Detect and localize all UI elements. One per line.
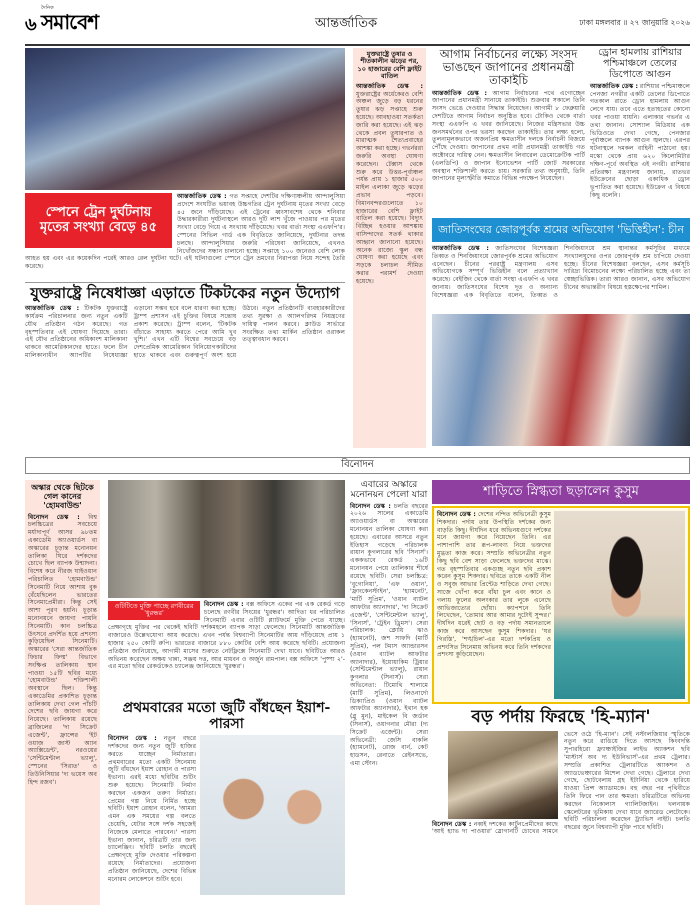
drone-body-text: রাশিয়ার পশ্চিমাঞ্চলে পেনজা নগরীর একটি তেলের ডিপোতে গতকাল রাতে ড্রোন হামলায় আগুন লেগে যায়। তবে এতে হতাহতের কোনো খবর পাওয়া যায়নি। এলাকার গভর্নর এ তথ্য জানান। সোশ্যাল মিডিয়ার এক ভিডিওতে দেখা গেছে, পেনজার পূর্বাঞ্চলে ব্যাপক আগুন জ্বলছে। এরপর ঘটনাস্থলে দমকল বাহিনী পাঠানো হয়। মস্কো থেকে প্রায় ৬২০ কিলোমিটার দক্ষিণ-পূর্বে অবস্থিত এই নগরী। রাশিয়ার প্রতিরক্ষা মন্ত্রণালয় জানায়, রাতভর ইউক্রেনের ছোড়া একাধিক ড্রোন ভূপাতিত করা হয়েছে। ইউক্রেন এ বিষয়ে কিছু বলেনি। [590, 82, 690, 199]
byline: বিনোদন ডেস্ক : [204, 601, 244, 608]
heman-body [432, 731, 690, 837]
us-storm-body [356, 83, 423, 286]
homebound-column [25, 480, 100, 905]
spain-headline-box [25, 193, 172, 248]
byline: আন্তর্জাতিক ডেস্ক : [590, 82, 638, 90]
homebound-body [28, 514, 97, 787]
oscar-headline: এবারের অস্কারে মনোনয়ন পেলো যারা [350, 480, 428, 501]
oscar-body [350, 503, 428, 768]
byline: আন্তর্জাতিক ডেস্ক : [356, 82, 423, 90]
kusum-body-text: দেশের নন্দিত অভিনেত্রী কুসুম শিকদার। পর্দায় তার উপস্থিতি দর্শকের জন্য বাড়তি কিছু। দীর্ঘদিন ধরে অভিনয়গুণে দর্শকের মনে জায়গা করে নিয়েছেন তিনি। এর পাশাপাশি তার রূপ-লাবণ্য নিয়ে ভক্তদের মুগ্ধতা কাজ করে। সম্প্রতি অভিনেত্রীর নতুন কিছু ছবি বেশ সাড়া ফেলেছে ভক্তদের মাঝে। গত বৃহস্পতিবার একগুচ্ছ নতুন ছবি প্রকাশ করেন কুসুম শিকদার। ছবিতে তাকে একটি নীল ও সবুজ আভার প্রিন্টেড শাড়িতে দেখা গেছে। সাজে খোঁপা করে বাঁধা চুল এবং কানে ও গলায় ফুলের অলংকার তার লুকে এনেছে আভিজাত্যের ছোঁয়া। ক্যাপশনে তিনি লিখেছেন, 'তোমার আর আমার দুটোই সুন্দর।' দীর্ঘদিন ধরেই ছোট ও বড় পর্দায় সমানতালে কাজ করে আসছেন কুসুম শিকদার। 'ঘর গিরস্তি', 'শঙ্খচিল'-এর মতো দর্শকপ্রিয় ও প্রশংসিত সিনেমায় অভিনয় করে তিনি দর্শকদের প্রশংসা কুড়িয়েছেন। [437, 511, 551, 659]
us-storm-body-text: যুক্তরাষ্ট্রের অর্ধেকেরও বেশি অঞ্চল জুড়ে বড় ধরনের তুষার ঝড় সপ্তাহে শুরু হয়েছে। আবহাওয়া সতর্কতা জারি করা হয়েছে। এই ঝড় থেকে প্রবল তুষারপাত ও মারাত্মক শৈত্যপ্রবাহের আশঙ্কা করা হচ্ছে। গভর্নররা জরুরি অবস্থা ঘোষণা করেছেন। টেক্সাস থেকে শুরু করে উত্তর-পূর্বাঞ্চল পর্যন্ত প্রায় ১ হাজার ৫০০ মাইল এলাকা জুড়ে ঝড়ের প্রভাব পড়বে। বিমানবন্দরগুলোতে ১০ হাজারের বেশি ফ্লাইট বাতিল করা হয়েছে। বিদ্যুৎ বিচ্ছিন্ন হওয়ার আশঙ্কায় বাসিন্দাদের সতর্ক থাকার আহ্বান জানানো হয়েছে। অনেক রাজ্যে স্কুল বন্ধ ঘোষণা করা হয়েছে এবং সড়কে চলাচল সীমিত করার পরামর্শ দেওয়া হয়েছে। [356, 90, 423, 285]
byline: আন্তর্জাতিক ডেস্ক : [25, 305, 80, 313]
china-headline: জাতিসংঘের জোরপূর্বক শ্রমের অভিযোগ 'ভিত্তিহীন': চীন [438, 222, 684, 236]
drone-body [590, 83, 690, 200]
page-number: ৬ [25, 14, 37, 35]
japan-headline: আগাম নির্বাচনের লক্ষ্যে সংসদ ভাঙছেন জাপানের প্রধানমন্ত্রী তাকাইচি [439, 47, 578, 88]
kusum-photo [554, 511, 685, 699]
train-wreck-photo [25, 48, 345, 190]
tiktok-headline: যুক্তরাষ্ট্রে নিষেধাজ্ঞা এড়াতে টিকটকের নতুন উদ্যোগ [30, 284, 340, 302]
garment-workers-photo [432, 314, 690, 446]
oscar-body-text: চলতি বছরের ২০২৬ সালের একাডেমি অ্যাওয়ার্ডস বা অস্কারের মনোনয়ন তালিকা ঘোষণা করা হয়েছে। এবারের আসরে নতুন ইতিহাস গড়েছে পরিচালক রায়ান কুগলারের ছবি 'সিনার্স'। এককভাবে রেকর্ড ১৬টি মনোনয়ন পেয়ে তালিকার শীর্ষে রয়েছে ছবিটি। সেরা চলচ্চিত্র: 'বুগোনিয়া', 'এফ ওয়ান', 'ফ্রাংকেনস্টাইন', 'হ্যামনেট', 'মার্টি সুপ্রিম', 'ওয়ান ব্যাটল আফটার অ্যানাদার', 'দ্য সিক্রেট এজেন্ট', 'সেন্টিমেন্টাল ভ্যালু', 'সিনার্স', 'ট্রেইন ড্রিমস'। সেরা পরিচালক: ক্লোয়ি ঝাও (হ্যামনেট), জশ সাফদি (মার্টি সুপ্রিম), পল টমাস অ্যান্ডারসন (ওয়ান ব্যাটল আফটার অ্যানাদার), ইয়োয়াকিম ট্রিয়ার (সেন্টিমেন্টাল ভ্যালু), রায়ান কুগলার (সিনার্স)। সেরা অভিনেতা: টিমোথি শালামে (মার্টি সুপ্রিম), লিওনার্দো ডিক্যাপ্রিও (ওয়ান ব্যাটল আফটার অ্যানাদার), ইথান হক (ব্লু মুন), মাইকেল বি জর্ডান (সিনার্স), ওয়াগনার মৌরা (দ্য সিক্রেট এজেন্ট)। সেরা অভিনেত্রী: জেসি বাকলি (হ্যামনেট), রোজ বার্ন, কেট হাডসন, রেনাতে রেইনসভে, এমা স্টোন। [350, 502, 429, 767]
entertainment-section-bar [25, 457, 690, 474]
yash-headline: প্রথমবারের মতো জুটি বাঁধছেন ইয়াশ-পারসা [122, 700, 331, 733]
us-storm-column [353, 48, 426, 448]
kusum-headline-box [432, 480, 690, 504]
japan-body-text: আগাম নির্বাচনের পথে এগোচ্ছেন জাপানের প্রধানমন্ত্রী সানায়ে তাকাইচি। শুক্রবার সকালে তিনি সংসদ ভেঙে দেওয়ার সিদ্ধান্ত নিয়েছেন। আগামী ৮ ফেব্রুয়ারি দেশটিতে আগাম নির্বাচন অনুষ্ঠিত হবে। টোকিও থেকে বার্তা সংস্থা এএফপি এ খবর জানিয়েছে। নিজের মন্ত্রিসভার উচ্চ জনসমর্থনের ওপর ভরসা করছেন তাকাইচি। তার লক্ষ্য হলো, তুলনামূলকভাবে অজনপ্রিয় ক্ষমতাসীন দলকে নির্বাচনী বিজয়ে পৌঁছে দেওয়া। জাপানের প্রথম নারী প্রধানমন্ত্রী তাকাইচি গত অক্টোবরে দায়িত্ব নেন। ক্ষমতাসীন লিবারেল ডেমোক্রেটিক পার্টি (এলডিপি) ও জাপান ইনোভেশন পার্টি জোট সরকারের অবস্থান শক্তিশালী করতে চায়। সরকারি তথ্য অনুযায়ী, তিনি জাপানের মূল্যস্ফীতি কমাতে বিভিন্ন পদক্ষেপ নিয়েছেন। [432, 89, 585, 183]
byline: বিনোদন ডেস্ক : [28, 513, 80, 521]
byline: বিনোদন ডেস্ক : [108, 735, 157, 743]
china-body-text: জাতিসংঘের বিশেষজ্ঞরা তিব্বত ও শিনজিয়াংয়ে জোরপূর্বক শ্রমের অভিযোগ এনেছেন। চীনের পররাষ্ট্র মন্ত্রণালয় এসব অভিযোগকে সম্পূর্ণ ভিত্তিহীন বলে প্রত্যাখ্যান করেছে। বেইজিং থেকে বার্তা সংস্থা এএফপি এ খবর জানায়। জাতিসংঘের বিশেষ দূত ও অন্যান্য বিশেষজ্ঞরা এক বিবৃতিতে বলেন, তিব্বত ও শিনজিয়াংয়ে শ্রম স্থানান্তর কর্মসূচির মাধ্যমে সংখ্যালঘুদের ওপর জোরপূর্বক শ্রম চাপিয়ে দেওয়া হচ্ছে। চীনের বিশেষজ্ঞরা বলছেন, এসব কর্মসূচি দারিদ্র্য বিমোচনের লক্ষ্যে পরিচালিত হচ্ছে এবং তা স্বেচ্ছাভিত্তিক। তারা আরও জানান, এসব অভিযোগ চীনের অভ্যন্তরীণ বিষয়ে হস্তক্ষেপের শামিল। [432, 245, 690, 299]
japan-body [432, 90, 585, 184]
header-rule [25, 44, 690, 46]
tiktok-article [25, 285, 345, 360]
china-body [432, 245, 690, 300]
byline: বিনোদন ডেস্ক : [432, 820, 472, 828]
heman-headline: বড় পর্দায় ফিরছে 'হি-ম্যান' [471, 707, 651, 727]
byline: আন্তর্জাতিক ডেস্ক : [432, 245, 489, 252]
heman-article [432, 708, 690, 836]
dhurandhar-still-photo [108, 480, 345, 598]
homebound-body-text: বিশ্ব চলচ্চিত্রের সবচেয়ে মর্যাদাপূর্ণ আসর ৯৮তম একাডেমি অ্যাওয়ার্ডস বা অস্কারের চূড়ান্ত মনোনয়ন তালিকা ঘিরে দর্শকদের চোখে ছিল ব্যাপক উন্মাদনা। বিশেষ করে নীরজ ঘাইওয়ান পরিচালিত 'হোমবাউন্ড' সিনেমাটি নিয়ে আশায় বুক বেঁধেছিলেন ভারতের সিনেমাপ্রেমীরা। কিন্তু সেই আশা পূরণ হয়নি। চূড়ান্ত মনোনয়নে জায়গা পায়নি সিনেমাটি। কান চলচ্চিত্র উৎসবে প্রদর্শিত হয়ে প্রশংসা কুড়িয়েছিল সিনেমাটি। অস্কারের 'সেরা আন্তর্জাতিক ফিচার ফিল্ম' বিভাগে সংক্ষিপ্ত তালিকায় স্থান পাওয়া ১৫টি ছবির মধ্যে 'হোমবাউন্ড' শক্তিশালী অবস্থানে ছিল। কিন্তু একাডেমির প্রকাশিত চূড়ান্ত তালিকায় দেখা গেল পাঁচটি দেশের ছবি জায়গা করে নিয়েছে। তালিকায় রয়েছে ব্রাজিলের 'দ্য সিক্রেট এজেন্ট', ফ্রান্সের 'ইট ওয়াজ জাস্ট অ্যান অ্যাক্সিডেন্ট', নরওয়ের 'সেন্টিমেন্টাল ভ্যালু', স্পেনের 'সিরাত' ও তিউনিসিয়ার 'দ্য ভয়েস অব হিন্দ রজব'। [28, 513, 98, 786]
section-title: আন্তর্জাতিক [315, 16, 378, 31]
tiktok-body [25, 305, 345, 360]
byline: আন্তর্জাতিক ডেস্ক : [177, 193, 227, 200]
date: ঢাকা মঙ্গলবার ॥ ২৭ জানুয়ারি ২০২৬ [579, 18, 690, 27]
masthead [25, 5, 690, 42]
dhurandhar-headline-box [108, 601, 200, 620]
us-storm-headline: যুক্তরাষ্ট্রে তুষার ও শীতকালীন ঝড়ের পর, ১০ হাজারের বেশি ফ্লাইট বাতিল [357, 50, 422, 81]
dhurandhar-article [108, 601, 345, 671]
divider [25, 282, 345, 283]
dhurandhar-body-text: বক্স অফিসে একের পর এক রেকর্ড গড়ে চলেছে রণবীর সিংয়ের 'ধুরন্ধর'। আদিত্য ধর পরিচালিত সিনেমাটি এবার ওটিটি প্ল্যাটফর্মে মুক্তি পেতে যাচ্ছে। প্রেক্ষাগৃহে মুক্তির পর থেকেই ছবিটি দর্শকমহলে ব্যাপক সাড়া ফেলেছে। সিনেমাটি আন্তর্জাতিক বাজারেও উল্লেখযোগ্য আয় করেছে। এখন পর্যন্ত বিশ্বব্যাপী সিনেমাটির আয় দাঁড়িয়েছে প্রায় ১ হাজার ২৫০ কোটি রুপি। ভারতের বাজারে ৮৮০ কোটির বেশি আয় করেছে ছবিটি। প্রযোজনা প্রতিষ্ঠান জানিয়েছে, আগামী মাসের শুরুতে নেটফ্লিক্সে সিনেমাটি দেখা যাবে। ছবিটিতে আরও অভিনয় করেছেন অক্ষয় খান্না, সঞ্জয় দত্ত, আর মাধবন ও অর্জুন রামপাল। বক্স অফিসে 'পুষ্পা ২'-এর মতো ছবির রেকর্ডকেও চ্যালেঞ্জ জানিয়েছে 'ধুরন্ধর'। [108, 601, 346, 671]
drone-article [590, 48, 690, 200]
japan-article [432, 48, 585, 183]
yash-article [108, 700, 345, 897]
yash-body-text: নতুন বছরে দর্শকদের জন্য নতুন জুটি হাজির করতে যাচ্ছেন নির্মাতারা। প্রথমবারের মতো একটি সিনেমায় জুটি বাঁধছেন ইয়াশ রোহান ও পারসা ইভানা। এরই মধ্যে ছবিটির শুটিং শুরু হয়েছে। সিনেমাটি নির্মাণ করছেন একজন তরুণ নির্মাতা। প্রেমের গল্প নিয়ে নির্মিত হচ্ছে ছবিটি। ইয়াশ রোহান বলেন, 'আমরা এমন এক সময়ের গল্প বলতে চেয়েছি, যেটার সঙ্গে দর্শক সহজেই নিজেকে মেলাতে পারবেন।' পারসা ইভানা জানান, চরিত্রটি তার জন্য চ্যালেঞ্জিং। ছবিটি চলতি বছরেই প্রেক্ষাগৃহে মুক্তি দেওয়ার পরিকল্পনা রয়েছে নির্মাতাদের। প্রযোজনা প্রতিষ্ঠান জানিয়েছে, দেশের বিভিন্ন মনোরম লোকেশনে শুটিং হবে। [108, 735, 196, 883]
china-headline-box [432, 218, 690, 242]
spain-article [25, 193, 345, 271]
kusum-headline: শাড়িতে স্নিগ্ধতা ছড়ালেন কুসুম [483, 483, 639, 499]
kusum-box [432, 506, 690, 704]
dhurandhar-headline: ওটিটিতে মুক্তি পাচ্ছে রণবীরের 'ধুরন্ধর' [114, 602, 194, 618]
byline: আন্তর্জাতিক ডেস্ক : [432, 89, 487, 97]
byline: বিনোদন ডেস্ক : [350, 502, 391, 510]
homebound-headline: অস্কার থেকে ছিটকে গেল কানের 'হোমবাউন্ড' [31, 482, 94, 511]
logo [41, 5, 99, 41]
logo-small: দৈনিক [41, 5, 54, 11]
logo-text: সমাবেশ [41, 10, 99, 34]
oscar-article [350, 480, 428, 768]
tiktok-body-text: টিকটক যুক্তরাষ্ট্রে কার্যক্রম পরিচালনার জন্য নতুন একটি যৌথ প্রতিষ্ঠান গঠন করেছে। গত বৃহস্পতিবার এই ঘোষণা দিয়েছে তারা। এই যৌথ প্রতিষ্ঠানের অধিকাংশ মালিকানা থাকবে আমেরিকানদের হাতে। ফলে চীন মালিকানাধীন অ্যাপটির নিষেধাজ্ঞা এড়ানো সম্ভব হবে বলে ধারণা করা হচ্ছে। ট্রাম্প প্রশাসন এই চুক্তির বিষয়ে সন্তোষ প্রকাশ করেছে। ট্রাম্প বলেন, 'টিকটক বাঁচাতে সাহায্য করতে পেরে আমি খুব খুশি।' এখন এটি বিশ্বের সবচেয়ে বড় দেশপ্রেমিক আমেরিকান বিনিয়োগকারীদের হাতে থাকবে এবং গুরুত্বপূর্ণ অংশ হয়ে উঠবে। নতুন প্রতিষ্ঠানটি ব্যবহারকারীদের তথ্য সুরক্ষা ও অ্যালগরিদম নিয়ন্ত্রণের দায়িত্ব পালন করবে। ক্লাউড সার্ভারে সংরক্ষিত তথ্য মার্কিন প্রতিষ্ঠান ওরাকল তত্ত্বাবধান করবে। [25, 305, 345, 360]
byline: বিনোদন ডেস্ক : [437, 511, 476, 518]
entertainment-section-title: বিনোদন [341, 459, 374, 470]
drone-headline: ড্রোন হামলায় রাশিয়ার পশ্চিমাঞ্চলে তেলের ডিপোতে আগুন [598, 47, 682, 80]
heman-photo [448, 731, 558, 819]
kusum-body [437, 511, 551, 659]
heman-body-text: নব্বই দশকের কার্টুনপ্রেমীদের কাছে 'আই হ্যাভ দ্য পাওয়ার' স্লোগানটি চোখের সামনে ভেসে ওঠে 'হি-ম্যান'। সেই নস্টালজিয়ার স্মৃতিকে নতুন করে রাঙিয়ে দিতে আসছে কিংবদন্তি সুপারহিরো ফ্র্যাঞ্চাইজির লাইভ অ্যাকশন ছবি 'মাস্টার্স অব দ্য ইউনিভার্স'-এর প্রথম ট্রেলার। সম্প্রতি প্রকাশিত ট্রেলারটিতে অ্যাকশন ও অ্যাডভেঞ্চারের মিশেল দেখা গেছে। ট্রেলারে দেখা গেছে, ছোটবেলায় গ্রহ ইটার্নিয়া থেকে হারিয়ে যাওয়া প্রিন্স অ্যাডামকে। বহু বছর পর পৃথিবীতে তিনি ফিরে পান তার ক্ষমতা। চরিত্রটিতে অভিনয় করছেন নিকোলাস গ্যালিটজাইন। খলনায়ক স্কেলেটরের ভূমিকায় দেখা যাবে জ্যারেড লেটোকে। ছবিটি পরিচালনা করেছেন ট্র্যাভিস নাইট। চলতি বছরের জুনে বিশ্বব্যাপী মুক্তি পাবে ছবিটি। [432, 730, 690, 836]
yash-parsa-photo [200, 735, 345, 895]
spain-body-text: গত সপ্তাহে দেশটির দক্ষিণাঞ্চলীয় আন্দালুসিয়া প্রদেশে সংঘটিত ভয়াবহ উচ্চগতির ট্রেন দুর্ঘটনায় মৃতের সংখ্যা বেড়ে ৪৫ জনে দাঁড়িয়েছে। এই ট্রেনের ধ্বংসাবশেষ থেকে শনিবার উদ্ধারকারীরা দুর্ঘটনাস্থলে আরও দুটি লাশ খুঁজে পাওয়ার পর মৃতের সংখ্যা বেড়ে গিয়ে এ সংখ্যায় দাঁড়িয়েছে। খবর বার্তা সংস্থা এএফপি'র। স্পেনের সিভিল গার্ড এক বিবৃতিতে জানিয়েছে, দুর্ঘটনার তদন্ত চলছে। আন্দালুসিয়ার জরুরি পরিষেবা জানিয়েছে, এখনও নিখোঁজদের সন্ধান চালানো হচ্ছে। সপ্তাহে ১০০ জনেরও বেশি লোক আহত হয় এবং এর কয়েকদিন পরেই আরও রেল দুর্ঘটনা ঘটে। এই ঘটনাগুলো স্পেনে ট্রেন ভ্রমণের নিরাপত্তা নিয়ে সন্দেহ তৈরি করেছে। [25, 193, 346, 271]
spain-headline: স্পেনে ট্রেন দুর্ঘটনায় মৃতের সংখ্যা বেড়ে ৪৫ [39, 204, 158, 235]
